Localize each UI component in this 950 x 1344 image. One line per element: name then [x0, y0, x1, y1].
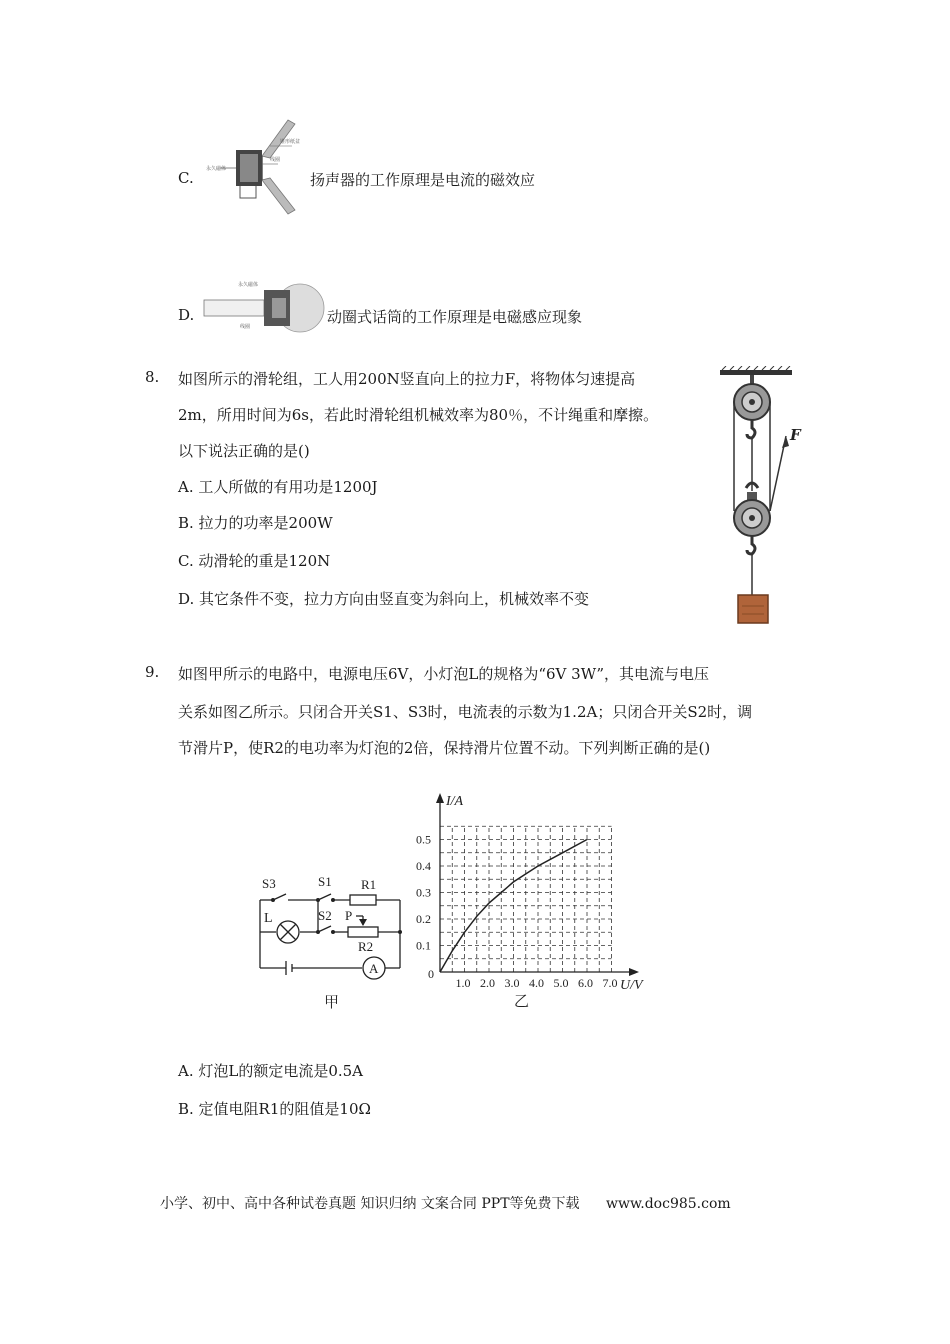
- q7-option-d: [178, 306, 194, 324]
- y-tick-label: 0.1: [416, 938, 431, 953]
- origin-label: 0: [428, 967, 434, 981]
- q9-option-a: A. 灯泡L的额定电流是0.5A: [178, 1062, 364, 1080]
- label-s1: S1: [318, 874, 332, 889]
- microphone-figure: [200, 278, 328, 342]
- q9-number: 9.: [145, 663, 160, 681]
- y-tick-label: 0.3: [416, 885, 431, 900]
- x-tick-label: 1.0: [455, 976, 471, 990]
- y-tick-label: 0.5: [416, 832, 431, 847]
- q8-line-3: 以下说法正确的是(): [178, 442, 310, 460]
- chart-caption: 乙: [514, 994, 530, 1010]
- q7-option-d-text: 动圈式话筒的工作原理是电磁感应现象: [327, 308, 583, 326]
- x-tick-label: 5.0: [553, 976, 569, 990]
- q7-option-d-letter: D.: [178, 306, 195, 324]
- y-tick-label: 0.2: [416, 912, 431, 926]
- x-tick-label: 6.0: [578, 976, 593, 990]
- q9-line-2: 关系如图乙所示。只闭合开关S1、S3时，电流表的示数为1.2A；只闭合开关S2时，调: [178, 703, 753, 721]
- x-tick-label: 2.0: [480, 976, 495, 990]
- q9-line-1: 如图甲所示的电路中，电源电压6V，小灯泡L的规格为“6V 3W”，其电流与电压: [178, 665, 710, 683]
- page-footer: [160, 1193, 731, 1213]
- label-l: L: [264, 911, 273, 926]
- circuit-caption: 甲: [324, 995, 340, 1011]
- label-s2: S2: [318, 908, 332, 923]
- speaker-figure: [200, 118, 310, 222]
- q8-option-a: A. 工人所做的有用功是1200J: [178, 478, 378, 496]
- ammeter-label: A: [369, 961, 379, 976]
- x-axis-label: U/V: [620, 978, 643, 993]
- svg-text:永久磁体: 永久磁体: [206, 166, 227, 172]
- q8-option-c: C. 动滑轮的重是120N: [178, 552, 331, 570]
- x-tick-label: 4.0: [529, 976, 544, 990]
- q9-line-3: 节滑片P，使R2的电功率为灯泡的2倍，保持滑片位置不动。下列判断正确的是(): [178, 739, 711, 757]
- label-s3: S3: [262, 876, 276, 891]
- footer-text: 小学、初中、高中各种试卷真题 知识归纳 文案合同 PPT等免费下载: [160, 1196, 580, 1212]
- label-p: P: [345, 908, 353, 923]
- q8-line-2: 2m，所用时间为6s，若此时滑轮组机械效率为80％，不计绳重和摩擦。: [178, 406, 659, 424]
- circuit-diagram: [248, 862, 418, 1016]
- q8-option-b: B. 拉力的功率是200W: [178, 514, 333, 532]
- iu-chart: [408, 790, 658, 1019]
- svg-text:锥形纸盆: 锥形纸盆: [280, 139, 301, 145]
- pulley-figure: [712, 366, 812, 632]
- q8-number: 8.: [145, 368, 160, 386]
- q7-option-c-text: 扬声器的工作原理是电流的磁效应: [310, 171, 536, 189]
- q9-option-b: B. 定值电阻R1的阻值是10Ω: [178, 1100, 371, 1118]
- q8-option-d: D. 其它条件不变，拉力方向由竖直变为斜向上，机械效率不变: [178, 590, 590, 608]
- x-tick-label: 7.0: [602, 976, 618, 990]
- label-r1: R1: [361, 877, 377, 892]
- q8-line-1: 如图所示的滑轮组，工人用200N竖直向上的拉力F，将物体匀速提高: [178, 370, 636, 388]
- y-axis-label: I/A: [446, 794, 464, 809]
- q7-option-c-letter: C.: [178, 169, 194, 187]
- y-tick-label: 0.4: [416, 859, 431, 873]
- label-r2: R2: [358, 939, 374, 954]
- x-tick-label: 3.0: [504, 976, 520, 990]
- svg-text:永久磁体: 永久磁体: [238, 282, 259, 288]
- footer-url[interactable]: www.doc985.com: [605, 1196, 731, 1212]
- svg-text:线圈: 线圈: [270, 157, 281, 163]
- force-label: F: [790, 426, 801, 444]
- svg-text:线圈: 线圈: [240, 324, 251, 330]
- q7-option-c: [178, 169, 194, 187]
